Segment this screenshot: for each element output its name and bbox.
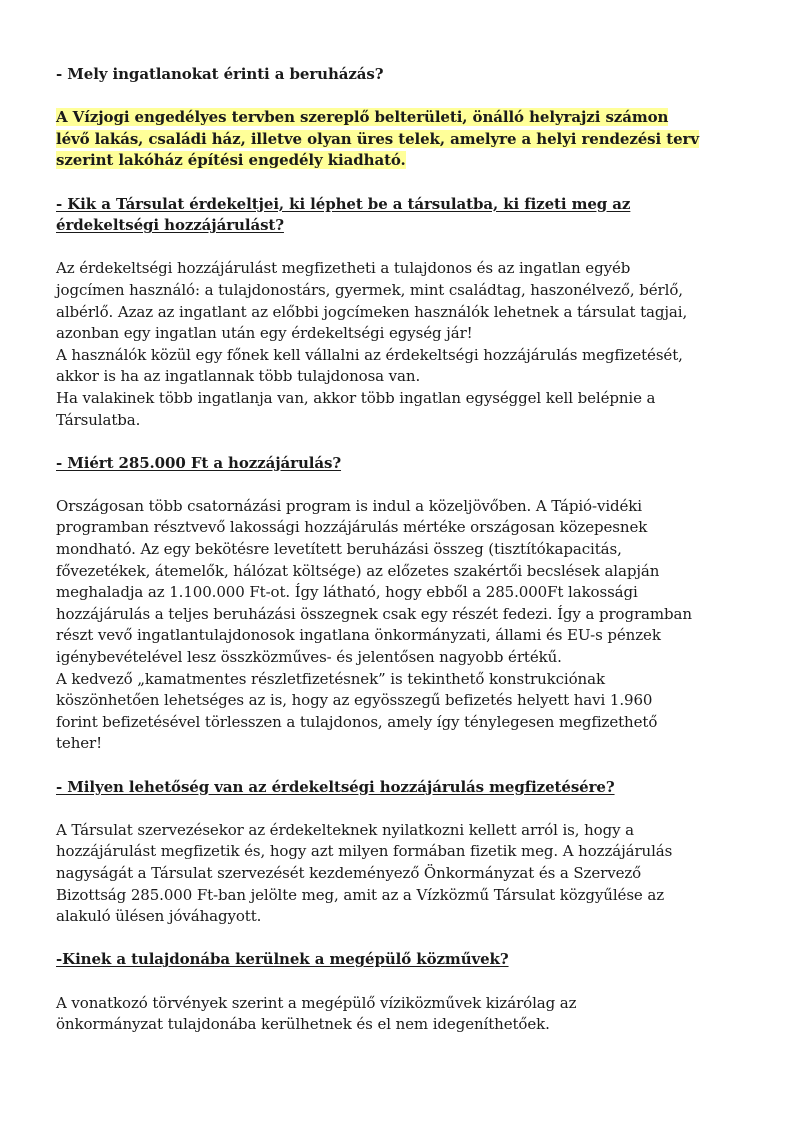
answer-line: hozzájárulást megfizetik és, hogy azt milyen formában fizetik meg. A hozzájárulás (56, 842, 673, 861)
answer-line: A használók közül egy főnek kell vállalni az érdekeltségi hozzájárulás megfizetését, (56, 345, 683, 364)
answer-line: Bizottság 285.000 Ft-ban jelölte meg, amit az a Vízközmű Társulat közgyűlése az (56, 885, 665, 904)
answer-line: Társulatba. (56, 410, 141, 429)
answer-line: A kedvező „kamatmentes részletfizetésnek” is tekinthető konstrukciónak (56, 669, 605, 688)
question-heading: - Milyen lehetőség van az érdekeltségi hozzájárulás megfizetésére? (56, 777, 615, 796)
answer-line: meghaladja az 1.100.000 Ft-ot. Így látható, hogy ebből a 285.000Ft lakossági (56, 583, 638, 602)
answer-line: jogcímen használó: a tulajdonostárs, gyermek, mint családtag, haszonélvező, bérlő, (56, 280, 683, 299)
question-heading (56, 194, 726, 237)
answer-paragraph (56, 993, 726, 1036)
answer-line: programban résztvevő lakossági hozzájárulás mértéke országosan közepesnek (56, 518, 648, 537)
answer-line: albérlő. Azaz az ingatlant az előbbi jogcímeken használók lehetnek a társulat tagjai, (56, 302, 688, 321)
answer-line: részt vevő ingatlantulajdonosok ingatlana önkormányzati, állami és EU-s pénzek (56, 626, 661, 645)
answer-paragraph (56, 496, 726, 755)
question-line: érdekeltségi hozzájárulást? (56, 216, 284, 235)
answer-line: teher! (56, 734, 103, 753)
answer-line: A Vízjogi engedélyes tervben szereplő belterületi, önálló helyrajzi számon (56, 108, 669, 127)
answer-line: köszönhetően lehetséges az is, hogy az egyösszegű befizetés helyett havi 1.960 (56, 691, 653, 710)
answer-line: A Társulat szervezésekor az érdekelteknek nyilatkozni kellett arról is, hogy a (56, 820, 634, 839)
answer-paragraph (56, 258, 726, 431)
answer-line: mondható. Az egy bekötésre levetített beruházási összeg (tisztítókapacitás, (56, 540, 622, 559)
answer-line: szerint lakóház építési engedély kiadható. (56, 151, 406, 170)
answer-line: Országosan több csatornázási program is indul a közeljövőben. A Tápió-vidéki (56, 496, 642, 515)
answer-line: lévő lakás, családi ház, illetve olyan üres telek, amelyre a helyi rendezési terv (56, 129, 699, 148)
answer-line: hozzájárulás a teljes beruházási összegnek csak egy részét fedezi. Így a programban (56, 604, 692, 623)
highlighted-answer (56, 107, 726, 172)
answer-line: alakuló ülésen jóváhagyott. (56, 907, 262, 926)
answer-line: önkormányzat tulajdonába kerülhetnek és el nem idegeníthetőek. (56, 1015, 550, 1034)
answer-line: forint befizetésével törlesszen a tulajdonos, amely így ténylegesen megfizethető (56, 712, 658, 731)
answer-line: Az érdekeltségi hozzájárulást megfizetheti a tulajdonos és az ingatlan egyéb (56, 259, 631, 278)
answer-line: azonban egy ingatlan után egy érdekeltségi egység jár! (56, 324, 473, 343)
answer-line: igénybevételével lesz összközműves- és jelentősen nagyobb értékű. (56, 648, 562, 667)
question-line: - Kik a Társulat érdekeltjei, ki léphet be a társulatba, ki fizeti meg az (56, 194, 631, 213)
question-heading: - Miért 285.000 Ft a hozzájárulás? (56, 453, 342, 472)
answer-line: nagyságát a Társulat szervezését kezdeményező Önkormányzat és a Szervező (56, 863, 642, 882)
question-heading: - Mely ingatlanokat érinti a beruházás? (56, 65, 384, 83)
answer-line: akkor is ha az ingatlannak több tulajdonosa van. (56, 367, 421, 386)
answer-paragraph (56, 820, 726, 928)
answer-line: fővezetékek, átemelők, hálózat költsége) az előzetes szakértői becslések alapján (56, 561, 660, 580)
question-heading: -Kinek a tulajdonába kerülnek a megépülő közművek? (56, 950, 509, 969)
answer-line: Ha valakinek több ingatlanja van, akkor több ingatlan egységgel kell belépnie a (56, 388, 656, 407)
document-page (56, 64, 726, 1036)
answer-line: A vonatkozó törvények szerint a megépülő víziközművek kizárólag az (56, 993, 577, 1012)
